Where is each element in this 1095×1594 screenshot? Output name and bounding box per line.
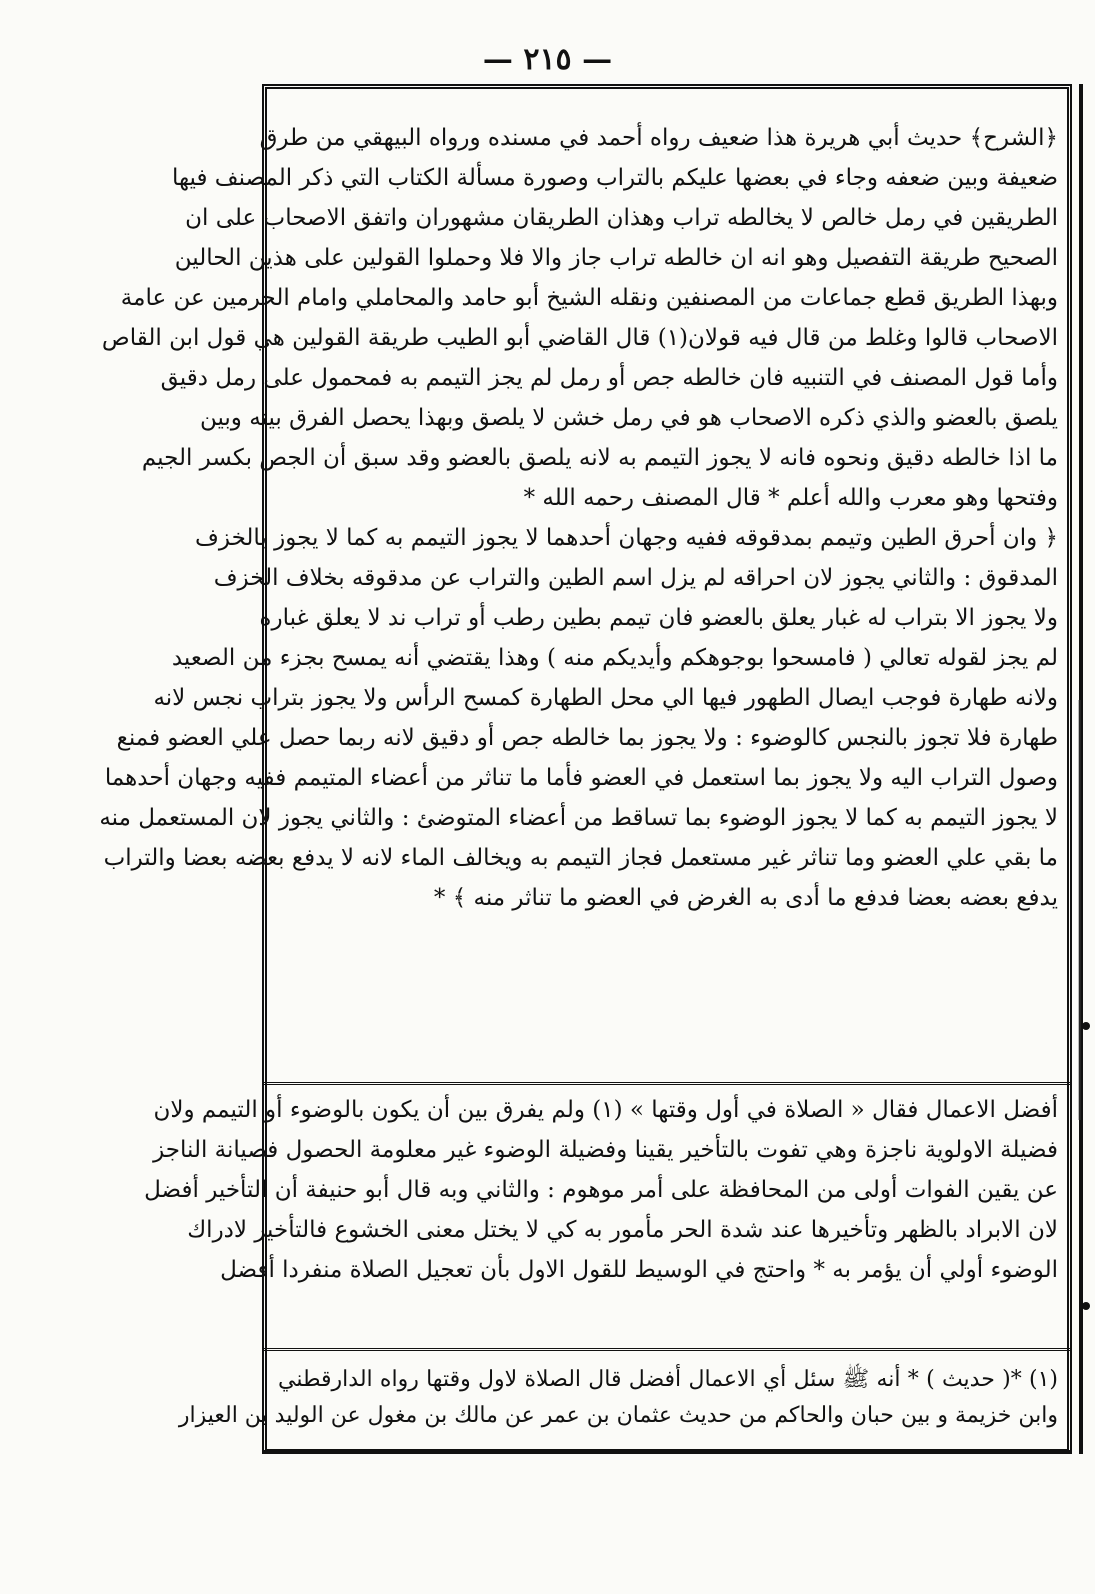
text-line: ولا يجوز الا بتراب له غبار يعلق بالعضو فان تيمم بطين رطب أو تراب ند لا يعلق غباره [259,605,1058,631]
text-line: لم يجز لقوله تعالي ( فامسحوا بوجوهكم وأيديكم منه ) وهذا يقتضي أنه يمسح بجزء من الصعيد [171,645,1058,671]
text-line: الطريقين في رمل خالص لا يخالطه تراب وهذان الطريقان مشهوران واتفق الاصحاب على ان [185,205,1058,231]
margin-dot [1082,1022,1090,1030]
text-line: ضعيفة وبين ضعفه وجاء في بعضها عليكم بالتراب وصورة مسألة الكتاب التي ذكر المصنف فيها [171,165,1058,191]
footnote [178,1362,1058,1434]
margin-dot [1082,1302,1090,1310]
text-line: لا يجوز التيمم به كما لا يجوز الوضوء بما تساقط من أعضاء المتوضئ : والثاني يجوز لان المستعمل منه [99,805,1058,831]
text-line: لان الابراد بالظهر وتأخيرها عند شدة الحر مأمور به كي لا يختل معنى الخشوع فالتأخير لادراك [187,1217,1058,1243]
text-line: ﴿ وان أحرق الطين وتيمم بمدقوقه ففيه وجهان أحدهما لا يجوز التيمم به كما لا يجوز بالخزف [195,525,1058,551]
footnote-line: (١) *( حديث ) * أنه ﷺ سئل أي الاعمال أفضل قال الصلاة لاول وقتها رواه الدارقطني [278,1367,1058,1392]
text-line: يدفع بعضه بعضا فدفع ما أدى به الغرض في العضو ما تناثر منه ﴾ * [433,885,1058,911]
text-line: أفضل الاعمال فقال « الصلاة في أول وقتها » (١) ولم يفرق بين أن يكون بالوضوء أو التيمم ولان [153,1097,1058,1123]
text-line: ما بقي علي العضو وما تناثر غير مستعمل فجاز التيمم به ويخالف الماء لانه لا يدفع بعضه بعضا والتراب [103,845,1058,871]
text-line: وبهذا الطريق قطع جماعات من المصنفين ونقله الشيخ أبو حامد والمحاملي وامام الحرمين عن عامة [120,285,1058,311]
text-line: وأما قول المصنف في التنبيه فان خالطه جص أو رمل لم يجز التيمم به فمحمول على رمل دقيق [160,365,1058,391]
scan-edge-shadow [1078,700,1081,1120]
footnote-line: وابن خزيمة و بين حبان والحاكم من حديث عثمان بن عمر عن مالك بن مغول عن الوليد بن العيزار [178,1403,1058,1428]
lower-commentary-text [144,1090,1058,1290]
text-line: يلصق بالعضو والذي ذكره الاصحاب هو في رمل خشن لا يلصق وبهذا يحصل الفرق بينه وبين [199,405,1058,431]
text-line: الوضوء أولي أن يؤمر به * واحتج في الوسيط للقول الاول بأن تعجيل الصلاة منفردا أفضل [220,1257,1058,1283]
text-line: وصول التراب اليه ولا يجوز بما استعمل في العضو فأما ما تناثر من أعضاء المتيمم ففيه وجهان أحدهما [104,765,1058,791]
section-divider [262,1082,1072,1085]
text-line: وفتحها وهو معرب والله أعلم * قال المصنف رحمه الله * [523,485,1058,511]
text-line: المدقوق : والثاني يجوز لان احراقه لم يزل اسم الطين والتراب عن مدقوقه بخلاف الخزف [213,565,1058,591]
text-line: الصحيح طريقة التفصيل وهو انه ان خالطه تراب جاز والا فلا وحملوا القولين على هذين الحالين [174,245,1058,271]
bottom-border-rule [262,1450,1072,1454]
text-line: عن يقين الفوات أولى من المحافظة على أمر موهوم : والثاني وبه قال أبو حنيفة أن التأخير أفضل [144,1177,1058,1203]
text-line: ما اذا خالطه دقيق ونحوه فانه لا يجوز التيمم به لانه يلصق بالعضو وقد سبق أن الجص بكسر الجيم [141,445,1058,471]
text-line: طهارة فلا تجوز بالنجس كالوضوء : ولا يجوز بما خالطه جص أو دقيق لانه ربما حصل علي العضو فمنع [116,725,1058,751]
page-number: — ٢١٥ — [482,42,613,77]
text-line: الاصحاب قالوا وغلط من قال فيه قولان(١) قال القاضي أبو الطيب طريقة القولين هي قول ابن القاص [101,325,1058,351]
text-line: ولانه طهارة فوجب ايصال الطهور فيها الي محل الطهارة كمسح الرأس ولا يجوز بتراب نجس لانه [153,685,1058,711]
text-line: ﴿الشرح﴾ حديث أبي هريرة هذا ضعيف رواه أحمد في مسنده ورواه البيهقي من طرق [259,125,1058,151]
text-line: فضيلة الاولوية ناجزة وهي تفوت بالتأخير يقينا وفضيلة الوضوء غير معلومة الحصول فصيانة الناجز [153,1137,1058,1163]
footnote-divider [262,1348,1072,1351]
commentary-text [99,118,1058,918]
